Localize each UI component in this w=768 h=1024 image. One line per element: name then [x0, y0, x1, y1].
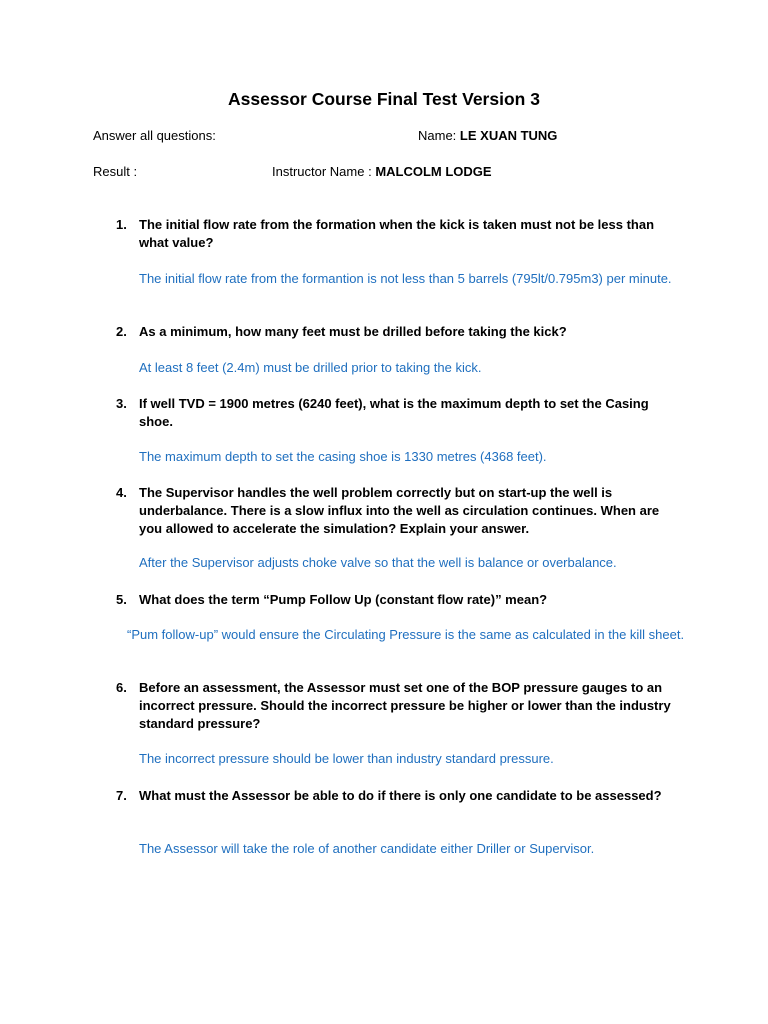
question-text: As a minimum, how many feet must be drilled before taking the kick?: [139, 324, 567, 339]
question-number: 7.: [116, 788, 127, 803]
question-text: What does the term “Pump Follow Up (constant flow rate)” mean?: [139, 592, 548, 607]
answer-text: At least 8 feet (2.4m) must be drilled prior to taking the kick.: [139, 360, 482, 375]
question-number: 2.: [116, 324, 127, 339]
question-text: What must the Assessor be able to do if there is only one candidate to be assessed?: [139, 788, 662, 803]
question-text: The initial flow rate from the formation when the kick is taken must not be less than what value?: [139, 217, 655, 250]
question-text: If well TVD = 1900 metres (6240 feet), what is the maximum depth to set the Casing shoe.: [139, 396, 649, 429]
instructor-value: MALCOLM LODGE: [375, 164, 492, 179]
instructor-label: Instructor Name :: [272, 164, 372, 179]
name-label: Name:: [418, 128, 457, 143]
question-number: 6.: [116, 680, 127, 695]
question-text: The Supervisor handles the well problem correctly but on start-up the well is underbalance. There is a slow influx into the well as circulation continues. When are you allowed to accelerate the simulation? Explain your answer.: [139, 485, 660, 536]
answer-text: The initial flow rate from the formantion is not less than 5 barrels (795lt/0.795m3) per minute.: [139, 271, 672, 286]
answer-text: After the Supervisor adjusts choke valve so that the well is balance or overbalance.: [139, 555, 617, 570]
question-number: 5.: [116, 592, 127, 607]
question-number: 4.: [116, 485, 127, 500]
student-name: [418, 127, 557, 145]
question-number: 3.: [116, 396, 127, 411]
answer-all-label: Answer all questions:: [93, 128, 216, 143]
name-value: LE XUAN TUNG: [459, 128, 558, 143]
answer-text: The Assessor will take the role of another candidate either Driller or Supervisor.: [139, 841, 595, 856]
instructor-name: [272, 163, 492, 181]
answer-text: The incorrect pressure should be lower than industry standard pressure.: [139, 751, 554, 766]
question-number: 1.: [116, 217, 127, 232]
answer-text: The maximum depth to set the casing shoe is 1330 metres (4368 feet).: [139, 449, 547, 464]
result-label: Result :: [93, 164, 138, 179]
question-text: Before an assessment, the Assessor must set one of the BOP pressure gauges to an incorrect pressure. Should the incorrect pressure be higher or lower than the industry standard pressure?: [139, 680, 671, 731]
page-title: Assessor Course Final Test Version 3: [228, 89, 540, 109]
answer-text: “Pum follow-up” would ensure the Circulating Pressure is the same as calculated in the kill sheet.: [127, 627, 685, 642]
